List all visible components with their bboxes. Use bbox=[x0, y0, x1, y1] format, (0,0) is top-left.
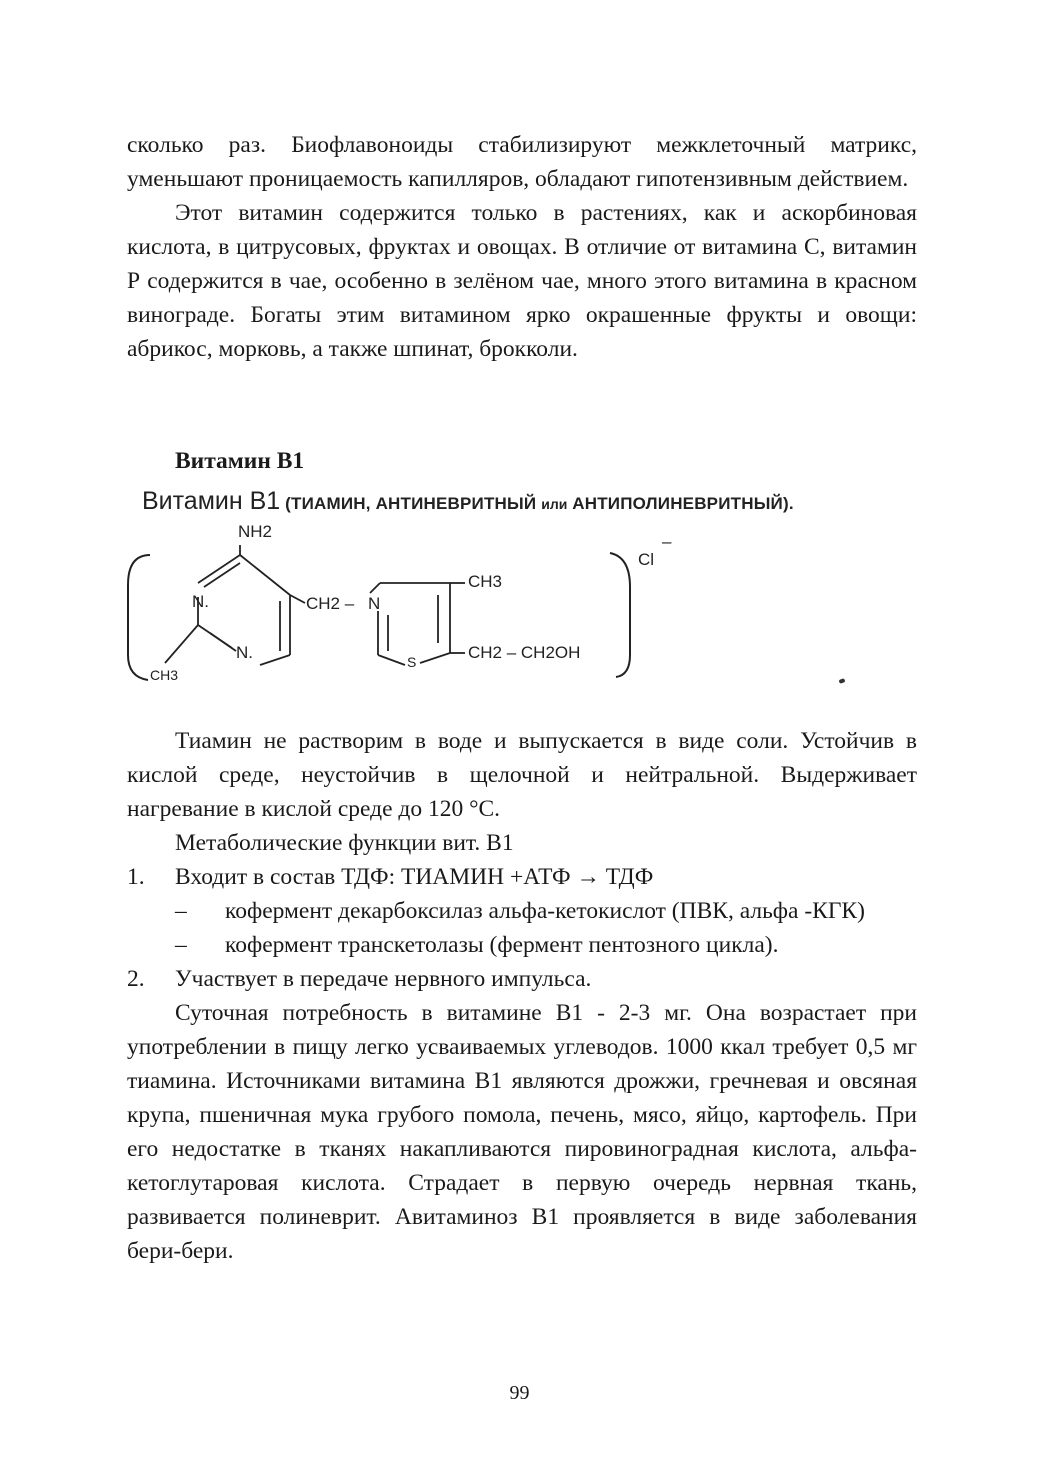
list-text: Входит в состав ТДФ: ТИАМИН +АТФ → ТДФ bbox=[175, 864, 654, 890]
n-thiazole-label: N bbox=[368, 594, 381, 613]
ch2-bridge-label: CH2 – bbox=[306, 594, 355, 613]
figure-title-end: АНТИПОЛИНЕВРИТНЫЙ). bbox=[567, 494, 794, 513]
section-heading: Витамин B1 bbox=[175, 448, 305, 474]
n1-label: N. bbox=[192, 592, 209, 611]
paragraph: Этот витамин содержится только в растениях, как и аскорбиновая кислота, в цитрусовых, фруктах и овощах. В отличие от витамина С, витамин Р содержится в чае, особенно в зелёном чае, много этого витамина в красном винограде. Богаты этим витамином ярко окрашенные фрукты и овощи: абрикос, морковь, а также шпинат, брокколи. bbox=[127, 200, 917, 362]
s-label: S bbox=[407, 654, 417, 670]
cl-label: Cl bbox=[638, 550, 655, 569]
right-bracket bbox=[610, 553, 630, 677]
main-text bbox=[127, 724, 917, 1268]
paragraph: Метаболические функции вит. В1 bbox=[175, 830, 514, 856]
nh2-label: NH2 bbox=[238, 522, 273, 541]
n2-label: N. bbox=[236, 643, 253, 662]
sub-list-item bbox=[127, 928, 917, 962]
dash-marker: – bbox=[175, 932, 187, 958]
list-item bbox=[127, 962, 917, 996]
paragraph: сколько раз. Биофлавоноиды стабилизируют межклеточный матрикс, уменьшают проницаемость капилляров, обладают гипотензивным действием. bbox=[127, 132, 917, 192]
figure-title-or: или bbox=[541, 496, 568, 512]
list-item bbox=[127, 860, 917, 894]
list-number: 2. bbox=[127, 966, 145, 992]
list-number: 1. bbox=[127, 864, 145, 890]
print-speck bbox=[838, 678, 845, 684]
pyrimidine-ring bbox=[165, 545, 305, 665]
dash-marker: – bbox=[175, 898, 187, 924]
sub-list-item bbox=[127, 894, 917, 928]
ch3-label: CH3 bbox=[468, 572, 503, 591]
left-bracket bbox=[128, 555, 150, 680]
figure-title-main: Витамин В1 bbox=[142, 487, 281, 515]
charge-label: – bbox=[662, 532, 672, 551]
sub-list-text: кофермент декарбоксилаз альфа-кетокислот (ПВК, альфа -КГК) bbox=[225, 898, 865, 924]
figure-title bbox=[142, 487, 794, 516]
thiazole-ring bbox=[370, 583, 465, 665]
top-text bbox=[127, 128, 917, 366]
ch2oh-label: CH2 – CH2OH bbox=[468, 643, 581, 662]
list-text: Участвует в передаче нервного импульса. bbox=[175, 966, 592, 992]
sub-list-text: кофермент транскетолазы (фермент пентозного цикла). bbox=[225, 932, 779, 958]
ch3-ring-label: CH3 bbox=[150, 667, 179, 683]
thiamine-structure bbox=[120, 515, 680, 690]
paragraph: Тиамин не растворим в воде и выпускается в виде соли. Устойчив в кислой среде, неустойчив в щелочной и нейтральной. Выдерживает нагревание в кислой среде до 120 °С. bbox=[127, 728, 917, 822]
paragraph: Суточная потребность в витамине В1 - 2-3 мг. Она возрастает при употреблении в пищу легко усваиваемых углеводов. 1000 ккал требует 0,5 мг тиамина. Источниками витамина В1 являются дрожжи, гречневая и овсяная крупа, пшеничная мука грубого помола, печень, мясо, яйцо, картофель. При его недостатке в тканях накапливаются пировиноградная кислота, альфа-кетоглутаровая кислота. Страдает в первую очередь нервная ткань, развивается полиневрит. Авитаминоз В1 проявляется в виде заболевания бери-бери. bbox=[127, 1000, 917, 1264]
figure-title-start: (ТИАМИН, АНТИНЕВРИТНЫЙ bbox=[280, 494, 542, 513]
page-number: 99 bbox=[509, 1382, 530, 1404]
